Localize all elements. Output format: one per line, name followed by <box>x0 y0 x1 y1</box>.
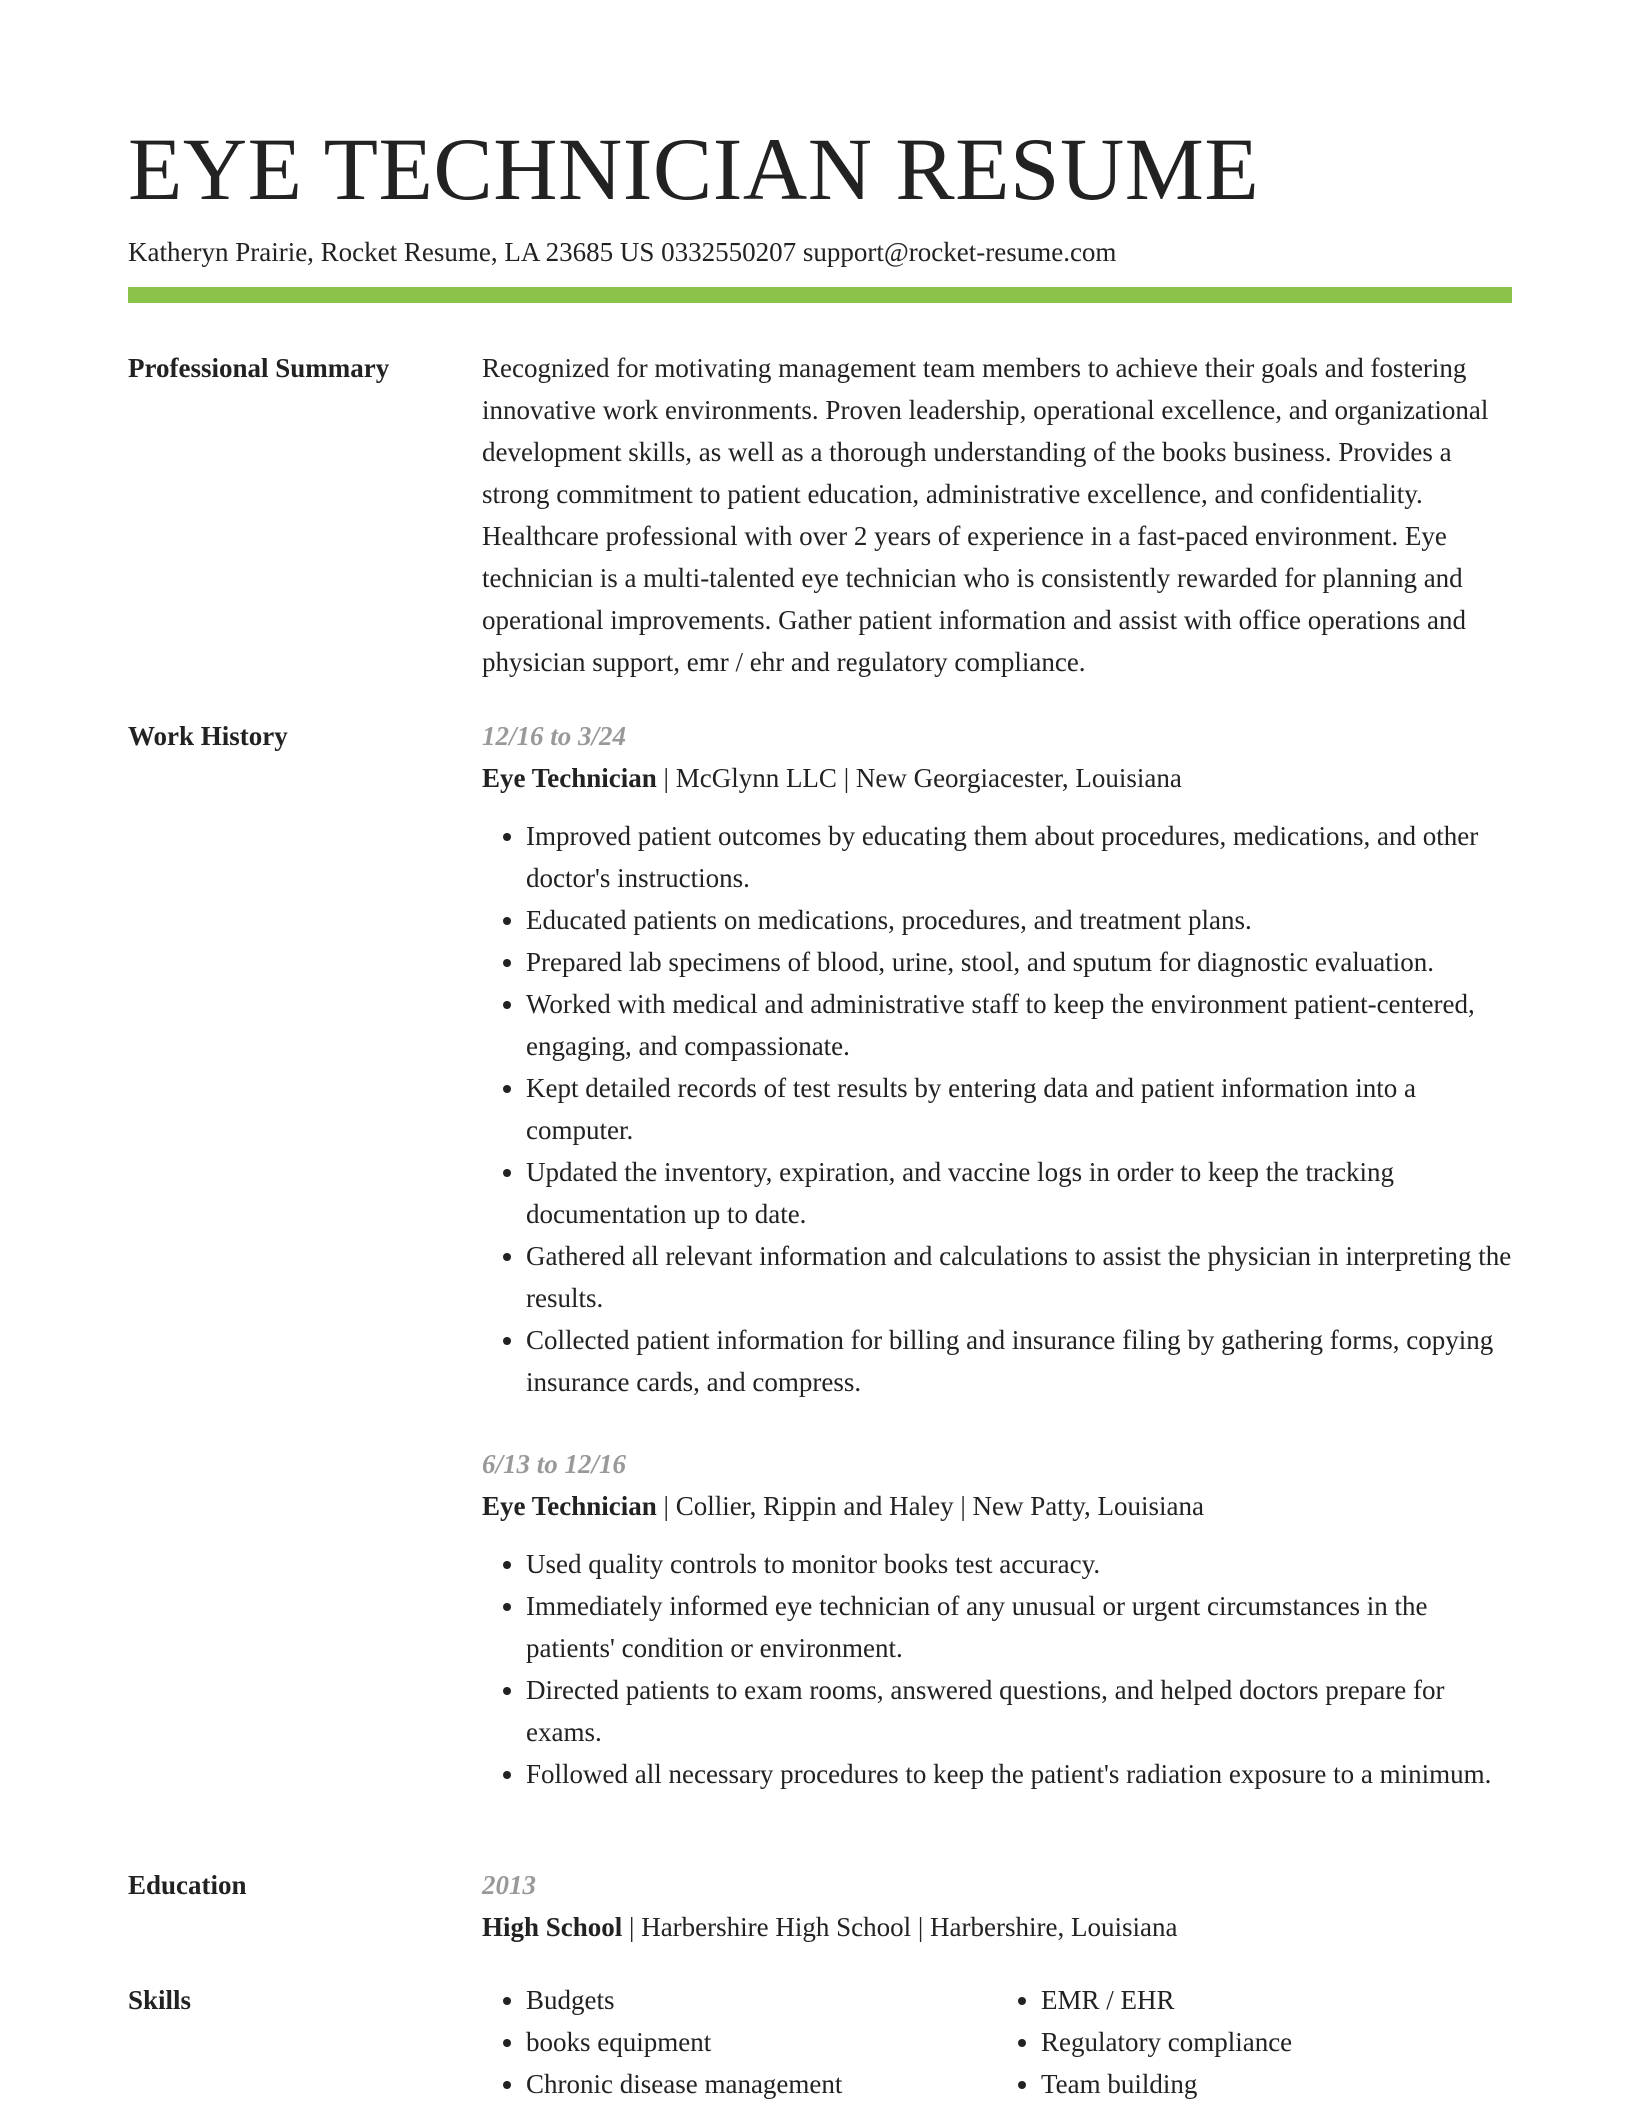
job-entry <box>482 1443 1512 1795</box>
job-bullet: • Improved patient outcomes by educating them about procedures, medications, and other doctor's instructions. <box>526 815 1512 899</box>
job-role: Eye Technician <box>482 763 657 793</box>
job-details: | McGlynn LLC | New Georgiacester, Louisiana <box>656 763 1182 793</box>
job-bullet: • Gathered all relevant information and calculations to assist the physician in interpreting the results. <box>526 1235 1512 1319</box>
work-history-body <box>482 715 1512 1795</box>
summary-text: Recognized for motivating management team members to achieve their goals and fostering innovative work environments. Proven leadership, operational excellence, and organizational development skills, as well as a thorough understanding of the books business. Provides a strong commitment to patient education, administrative excellence, and confidentiality. Healthcare professional with over 2 years of experience in a fast-paced environment. Eye technician is a multi-talented eye technician who is consistently rewarded for planning and operational improvements. Gather patient information and assist with office operations and physician support, emr / ehr and regulatory compliance. <box>482 353 1489 677</box>
contact-line: Katheryn Prairie, Rocket Resume, LA 23685 US 0332550207 support@rocket-resume.com <box>128 237 1117 267</box>
education-degree: High School <box>482 1912 623 1942</box>
skill-item: • Team building <box>1041 2063 1512 2105</box>
resume-title: EYE TECHNICIAN RESUME <box>128 121 1260 219</box>
job-bullet: • Used quality controls to monitor books test accuracy. <box>526 1543 1512 1585</box>
summary-heading: Professional Summary <box>128 353 390 383</box>
job-bullet: • Followed all necessary procedures to keep the patient's radiation exposure to a minimum. <box>526 1753 1512 1795</box>
education-heading: Education <box>128 1870 247 1900</box>
resume-header <box>128 118 1512 270</box>
skill-item: • Regulatory compliance <box>1041 2021 1512 2063</box>
header-divider <box>128 287 1512 303</box>
skill-item: • Chronic disease management <box>526 2063 997 2105</box>
job-details: | Collier, Rippin and Haley | New Patty, Louisiana <box>656 1491 1204 1521</box>
skills-body <box>482 1979 1512 2105</box>
job-entry <box>482 715 1512 1403</box>
job-bullet: • Immediately informed eye technician of any unusual or urgent circumstances in the patients' condition or environment. <box>526 1585 1512 1669</box>
education-line <box>482 1906 1512 1948</box>
job-bullet: • Prepared lab specimens of blood, urine, stool, and sputum for diagnostic evaluation. <box>526 941 1512 983</box>
job-bullet: • Updated the inventory, expiration, and vaccine logs in order to keep the tracking documentation up to date. <box>526 1151 1512 1235</box>
job-date: 12/16 to 3/24 <box>482 721 627 751</box>
job-bullet: • Educated patients on medications, procedures, and treatment plans. <box>526 899 1512 941</box>
education-details: | Harbershire High School | Harbershire, Louisiana <box>622 1912 1178 1942</box>
job-title-line <box>482 757 1512 799</box>
skills-heading: Skills <box>128 1985 192 2015</box>
job-bullet: • Directed patients to exam rooms, answered questions, and helped doctors prepare for exams. <box>526 1669 1512 1753</box>
skills-column-2 <box>997 1979 1512 2105</box>
job-role: Eye Technician <box>482 1491 657 1521</box>
education-date: 2013 <box>482 1870 536 1900</box>
skill-item: • Budgets <box>526 1979 997 2021</box>
job-bullet: • Worked with medical and administrative staff to keep the environment patient-centered, engaging, and compassionate. <box>526 983 1512 1067</box>
job-date: 6/13 to 12/16 <box>482 1449 627 1479</box>
job-bullets <box>482 1543 1512 1795</box>
skill-item: • books equipment <box>526 2021 997 2063</box>
job-bullet: • Kept detailed records of test results by entering data and patient information into a computer. <box>526 1067 1512 1151</box>
education-body <box>482 1864 1512 1948</box>
skills-column-1 <box>482 1979 997 2105</box>
work-history-heading: Work History <box>128 721 288 751</box>
skill-item: • EMR / EHR <box>1041 1979 1512 2021</box>
job-title-line <box>482 1485 1512 1527</box>
job-bullet: • Collected patient information for billing and insurance filing by gathering forms, copying insurance cards, and compress. <box>526 1319 1512 1403</box>
job-bullets <box>482 815 1512 1403</box>
summary-body <box>482 347 1512 683</box>
